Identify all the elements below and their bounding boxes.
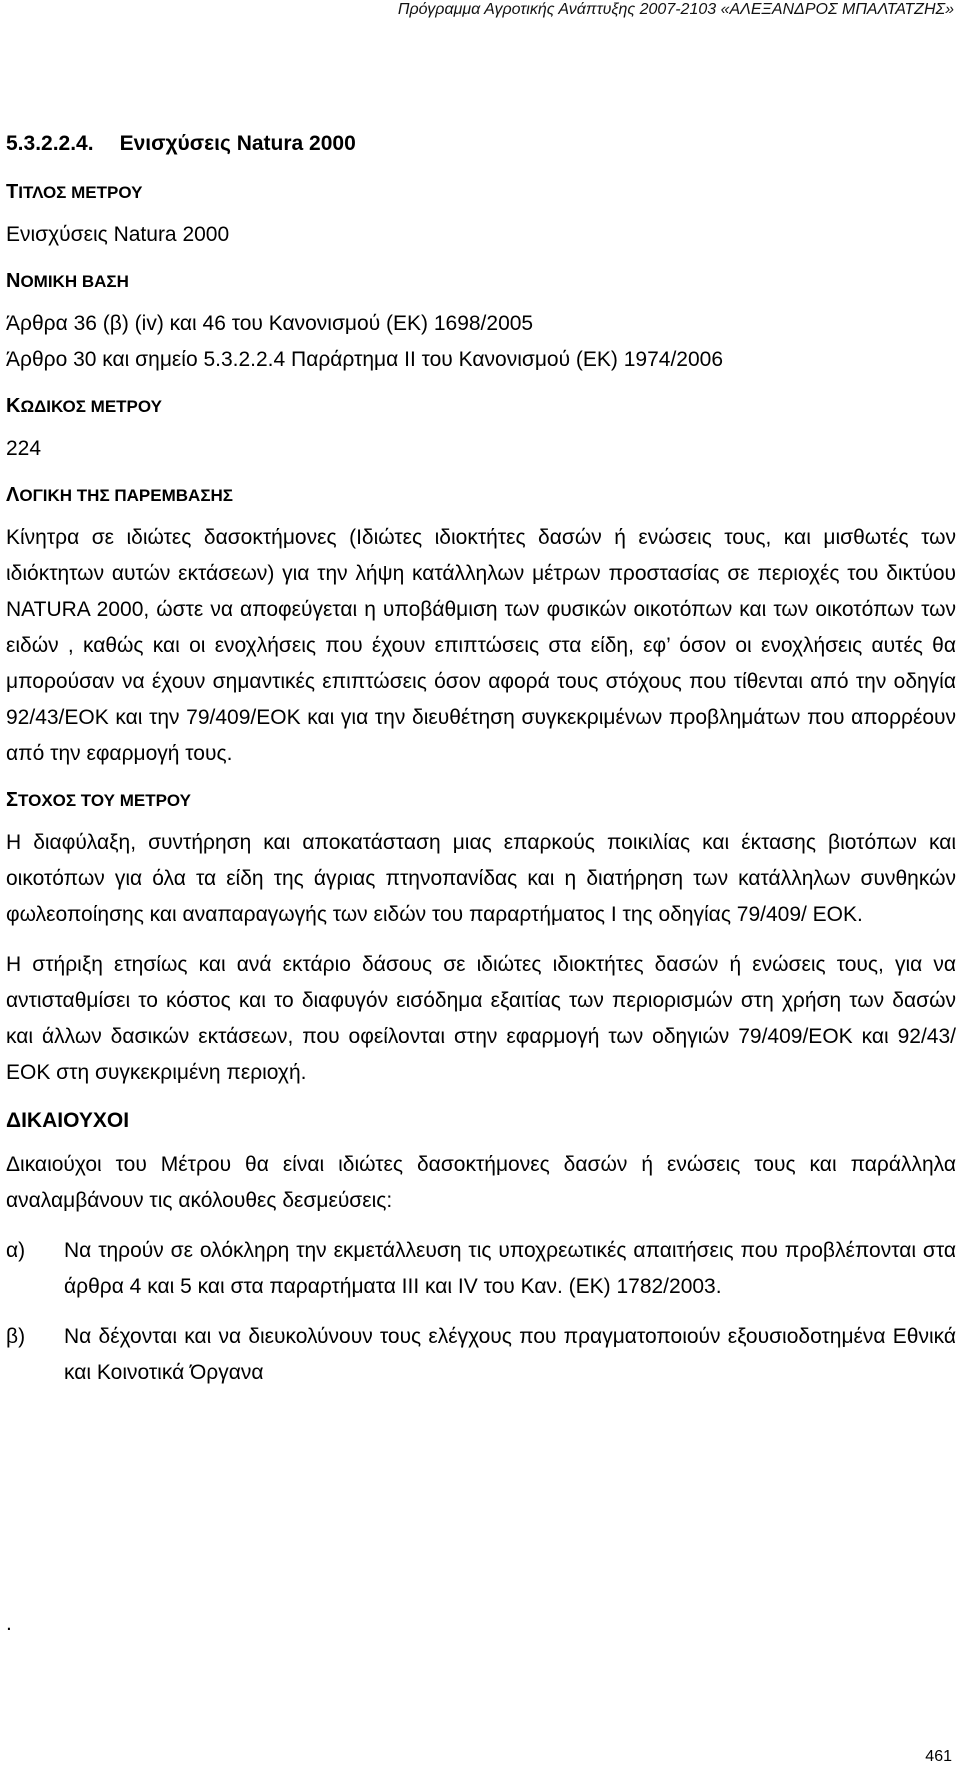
measure-code: 224 bbox=[6, 437, 42, 460]
measure-title-heading: ΤΙΤΛΟΣ ΜΕΤΡΟΥ bbox=[6, 181, 143, 203]
obligation-label: α) bbox=[6, 1239, 26, 1262]
measure-code-heading: ΚΩΔΙΚΟΣ ΜΕΤΡΟΥ bbox=[6, 395, 162, 417]
intervention-logic-text: Κίνητρα σε ιδιώτες δασοκτήμονες (Ιδιώτες ιδιοκτήτες δασών ή ενώσεις τους, και μισθωτές των ιδιόκτητων αυτών εκτάσεων) για την λήψη κατάλληλων μέτρων προστασίας σε περιοχές του δικτύου NATURA 2000, ώστε να αποφεύγεται η υποβάθμιση των φυσικών οικοτόπων και των οικοτόπων των ειδών , καθώς και οι ενοχλήσεις που έχουν επιπτώσεις στα είδη, εφ’ όσον οι ενοχλήσεις αυτές θα μπορούσαν να έχουν σημαντικές επιπτώσεις όσον αφορά τους στόχους που τίθενται από την οδηγία 92/43/ΕΟΚ και την 79/409/ΕΟΚ και για την διευθέτηση συγκεκριμένων προβλημάτων που απορρέουν από την εφαρμογή τους. bbox=[6, 526, 956, 765]
goal-paragraph: Η διαφύλαξη, συντήρηση και αποκατάσταση μιας επαρκούς ποικιλίας και έκτασης βιοτόπων και οικοτόπων για όλα τα είδη της άγριας πτηνοπανίδας και η διατήρηση των κατάλληλων συνθηκών φωλεοποίησης και αναπαραγωγής των ειδών του παραρτήματος Ι της οδηγίας 79/409/ ΕΟΚ. bbox=[6, 831, 956, 926]
obligation-label: β) bbox=[6, 1325, 26, 1348]
measure-title-text: Ενισχύσεις Natura 2000 bbox=[6, 223, 230, 246]
beneficiaries-text: Δικαιούχοι του Μέτρου θα είναι ιδιώτες δασοκτήμονες δασών ή ενώσεις τους και παράλληλα αναλαμβάνουν τις ακόλουθες δεσμεύσεις: bbox=[6, 1153, 956, 1212]
legal-basis-heading: ΝΟΜΙΚΗ ΒΑΣΗ bbox=[6, 270, 129, 292]
trailing-dot: . bbox=[6, 1612, 12, 1635]
intervention-logic-heading: ΛΟΓΙΚΗ ΤΗΣ ΠΑΡΕΜΒΑΣΗΣ bbox=[6, 484, 233, 506]
legal-line: Άρθρα 36 (β) (iv) και 46 του Κανονισμού (ΕΚ) 1698/2005 bbox=[6, 312, 534, 335]
section-heading bbox=[6, 128, 956, 160]
measure-goal-heading: ΣΤΟΧΟΣ ΤΟΥ ΜΕΤΡΟΥ bbox=[6, 789, 192, 811]
running-header: Πρόγραμμα Αγροτικής Ανάπτυξης 2007-2103 «ΑΛΕΞΑΝΔΡΟΣ ΜΠΑΛΤΑΤΖΗΣ» bbox=[397, 1, 954, 18]
obligation-item bbox=[6, 1233, 956, 1305]
beneficiaries-heading: ΔΙΚΑΙΟΥΧΟΙ bbox=[6, 1109, 130, 1132]
section-title: Ενισχύσεις Natura 2000 bbox=[119, 132, 356, 155]
obligation-text: Να τηρούν σε ολόκληρη την εκμετάλλευση τις υποχρεωτικές απαιτήσεις που προβλέπονται στα άρθρα 4 και 5 και στα παραρτήματα ΙΙΙ και ΙV του Καν. (ΕΚ) 1782/2003. bbox=[64, 1239, 956, 1298]
document-body bbox=[6, 128, 956, 1405]
goal-paragraph: Η στήριξη ετησίως και ανά εκτάριο δάσους σε ιδιώτες ιδιοκτήτες δασών ή ενώσεις τους, για να αντισταθμίσει το κόστος και το διαφυγόν εισόδημα εξαιτίας των περιορισμών στη χρήση των δασών και άλλων δασικών εκτάσεων, που οφείλονται στην εφαρμογή των οδηγιών 79/409/ΕΟΚ και 92/43/ΕΟΚ στη συγκεκριμένη περιοχή. bbox=[6, 953, 956, 1084]
obligation-text: Να δέχονται και να διευκολύνουν τους ελέγχους που πραγματοποιούν εξουσιοδοτημένα Εθνικά και Κοινοτικά Όργανα bbox=[64, 1325, 956, 1384]
section-number: 5.3.2.2.4. bbox=[6, 132, 94, 155]
legal-basis-text bbox=[6, 306, 956, 378]
obligation-item bbox=[6, 1319, 956, 1391]
page-number: 461 bbox=[925, 1748, 952, 1765]
legal-line: Άρθρο 30 και σημείο 5.3.2.2.4 Παράρτημα ΙΙ του Κανονισμού (ΕΚ) 1974/2006 bbox=[6, 348, 724, 371]
